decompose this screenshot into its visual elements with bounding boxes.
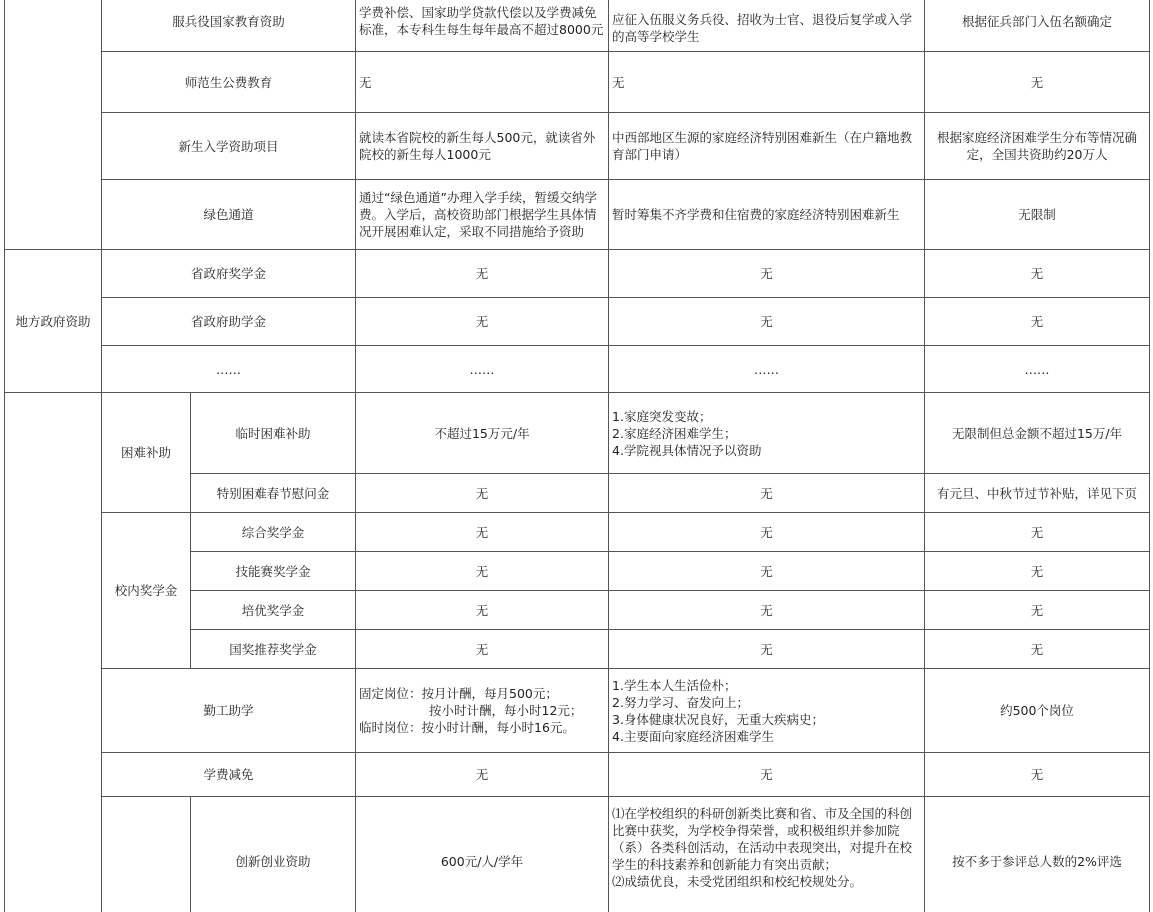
quota-cell: 无: [925, 630, 1150, 669]
aid-name-cell: 临时困难补助: [191, 393, 356, 474]
table-row: [5, 669, 1150, 753]
aid-name-cell: 绿色通道: [102, 180, 356, 250]
standard-cell: 无: [356, 591, 609, 630]
category-cell-national: [5, 0, 102, 250]
group-cell-innovation: [102, 797, 191, 912]
aid-name-cell: 师范生公费教育: [102, 52, 356, 113]
eligibility-cell: 应征入伍服义务兵役、招收为士官、退役后复学或入学的高等学校学生: [609, 0, 925, 52]
standard-cell: ……: [356, 346, 609, 393]
aid-name-cell: 综合奖学金: [191, 513, 356, 552]
category-cell-campus: [5, 393, 102, 912]
standard-cell: 无: [356, 250, 609, 298]
standard-cell: 无: [356, 513, 609, 552]
table-row: [5, 298, 1150, 346]
group-cell-campus-scholarship: 校内奖学金: [102, 513, 191, 669]
aid-name-cell: 创新创业资助: [191, 797, 356, 912]
eligibility-cell: 无: [609, 630, 925, 669]
eligibility-cell: 无: [609, 513, 925, 552]
quota-cell: 无: [925, 250, 1150, 298]
aid-name-cell: 省政府奖学金: [102, 250, 356, 298]
standard-cell: 学费补偿、国家助学贷款代偿以及学费减免标准，本专科生每生每年最高不超过8000元: [356, 0, 609, 52]
table-row: [5, 0, 1150, 52]
eligibility-cell: 无: [609, 591, 925, 630]
eligibility-cell: 无: [609, 250, 925, 298]
aid-name-cell: 技能赛奖学金: [191, 552, 356, 591]
group-cell-hardship: 困难补助: [102, 393, 191, 513]
aid-name-cell: 特别困难春节慰问金: [191, 474, 356, 513]
eligibility-cell: 中西部地区生源的家庭经济特别困难新生（在户籍地教育部门申请）: [609, 113, 925, 180]
standard-cell: 无: [356, 474, 609, 513]
eligibility-cell: 无: [609, 52, 925, 113]
aid-name-cell: 培优奖学金: [191, 591, 356, 630]
standard-cell: 不超过15万元/年: [356, 393, 609, 474]
standard-cell: 无: [356, 298, 609, 346]
quota-cell: 无限制但总金额不超过15万/年: [925, 393, 1150, 474]
table-row: [5, 52, 1150, 113]
standard-cell: 就读本省院校的新生每人500元，就读省外院校的新生每人1000元: [356, 113, 609, 180]
quota-cell: 无: [925, 298, 1150, 346]
quota-cell: 有元旦、中秋节过节补贴，详见下页: [925, 474, 1150, 513]
table-row: [5, 346, 1150, 393]
quota-cell: 根据家庭经济困难学生分布等情况确定，全国共资助约20万人: [925, 113, 1150, 180]
table-row: [5, 393, 1150, 474]
standard-line: 按小时计酬，每小时12元；: [429, 703, 583, 718]
aid-name-cell: 学费减免: [102, 753, 356, 797]
table-row: [5, 797, 1150, 912]
standard-cell: 无: [356, 630, 609, 669]
quota-cell: 无: [925, 513, 1150, 552]
standard-line: 临时岗位：按小时计酬，每小时16元。: [359, 720, 575, 735]
table-row: [5, 753, 1150, 797]
eligibility-cell: ……: [609, 346, 925, 393]
quota-cell: 无: [925, 552, 1150, 591]
quota-cell: ……: [925, 346, 1150, 393]
standard-cell: 通过“绿色通道”办理入学手续，暂缓交纳学费。入学后，高校资助部门根据学生具体情况开展困难认定，采取不同措施给予资助: [356, 180, 609, 250]
quota-cell: 按不多于参评总人数的2%评选: [925, 797, 1150, 912]
quota-cell: 根据征兵部门入伍名额确定: [925, 0, 1150, 52]
table-row: [5, 250, 1150, 298]
standard-cell: 无: [356, 52, 609, 113]
category-cell-local-government: 地方政府资助: [5, 250, 102, 393]
quota-cell: 无限制: [925, 180, 1150, 250]
quota-cell: 无: [925, 753, 1150, 797]
quota-cell: 无: [925, 591, 1150, 630]
eligibility-cell: 1.学生本人生活俭朴； 2.努力学习、奋发向上； 3.身体健康状况良好，无重大疾病史； 4.主要面向家庭经济困难学生: [609, 669, 925, 753]
standard-cell: [356, 669, 609, 753]
table-row: [5, 180, 1150, 250]
standard-line: 固定岗位：按月计酬，每月500元；: [359, 686, 558, 701]
quota-cell: 约500个岗位: [925, 669, 1150, 753]
eligibility-cell: 暂时筹集不齐学费和住宿费的家庭经济特别困难新生: [609, 180, 925, 250]
aid-name-cell: 国奖推荐奖学金: [191, 630, 356, 669]
eligibility-cell: 1.家庭突发变故； 2.家庭经济困难学生； 4.学院视具体情况予以资助: [609, 393, 925, 474]
standard-cell: 无: [356, 753, 609, 797]
table-row: [5, 513, 1150, 552]
eligibility-cell: 无: [609, 753, 925, 797]
standard-cell: 无: [356, 552, 609, 591]
student-aid-table: [4, 0, 1150, 912]
aid-name-cell: 服兵役国家教育资助: [102, 0, 356, 52]
table-row: [5, 113, 1150, 180]
standard-cell: 600元/人/学年: [356, 797, 609, 912]
aid-name-cell: ……: [102, 346, 356, 393]
eligibility-cell: ⑴在学校组织的科研创新类比赛和省、市及全国的科创比赛中获奖，为学校争得荣誉，或积极组织并参加院（系）各类科创活动，在活动中表现突出，对提升在校学生的科技素养和创新能力有突出贡献； ⑵成绩优良，未受党团组织和校纪校规处分。: [609, 797, 925, 912]
eligibility-cell: 无: [609, 552, 925, 591]
eligibility-cell: 无: [609, 298, 925, 346]
eligibility-cell: 无: [609, 474, 925, 513]
aid-name-cell: 勤工助学: [102, 669, 356, 753]
aid-name-cell: 省政府助学金: [102, 298, 356, 346]
aid-name-cell: 新生入学资助项目: [102, 113, 356, 180]
quota-cell: 无: [925, 52, 1150, 113]
